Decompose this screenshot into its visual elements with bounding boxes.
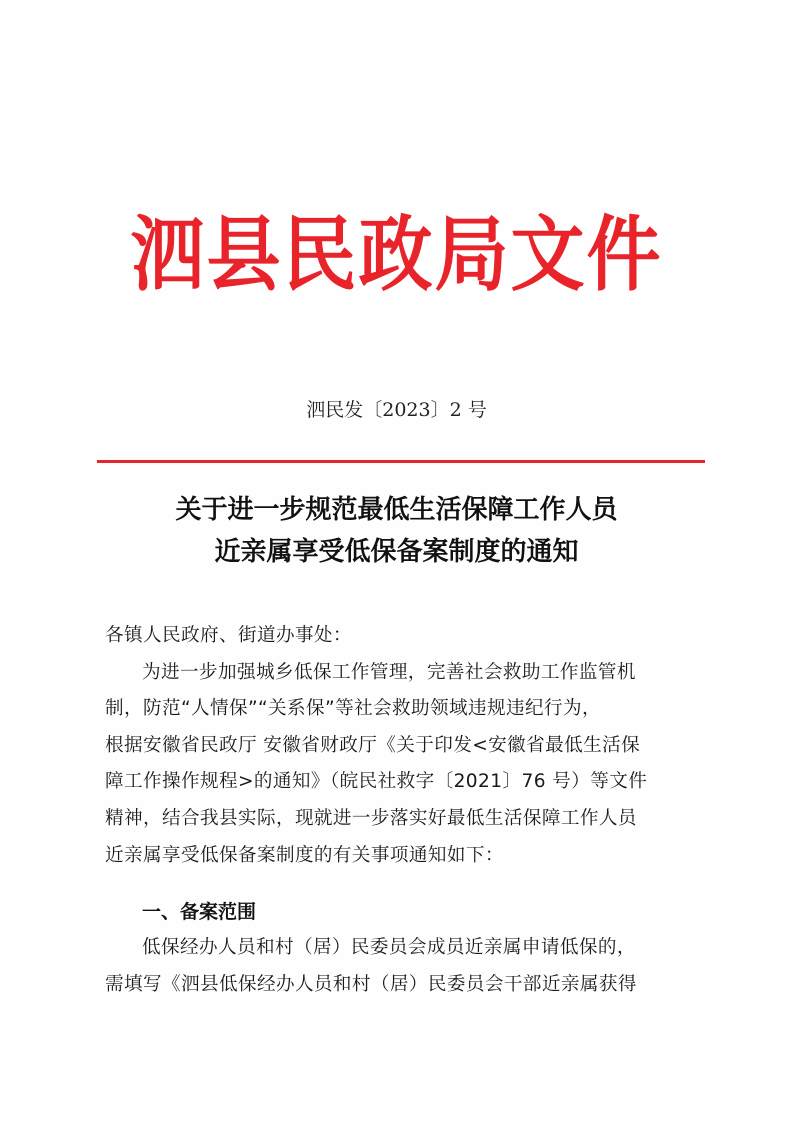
paragraph-1-line-6: 近亲属享受低保备案制度的有关事项通知如下： <box>105 845 504 866</box>
document-number: 泗民发〔2023〕2 号 <box>306 399 487 421</box>
document-header-title: 泗县民政局文件 <box>130 207 663 303</box>
salutation: 各镇人民政府、街道办事处： <box>105 625 352 646</box>
notice-title-line-1: 关于进一步规范最低生活保障工作人员 <box>175 495 618 525</box>
paragraph-1-line-5: 精神，结合我县实际，现就进一步落实好最低生活保障工作人员 <box>105 808 637 829</box>
notice-title-line-2: 近亲属享受低保备案制度的通知 <box>214 537 579 567</box>
section-1-line-2: 需填写《泗县低保经办人员和村（居）民委员会干部近亲属获得 <box>105 974 637 995</box>
section-1-line-1: 低保经办人员和村（居）民委员会成员近亲属申请低保的， <box>142 937 636 958</box>
red-divider-line <box>97 460 705 463</box>
paragraph-1-line-3: 根据安徽省民政厅 安徽省财政厅《关于印发<安徽省最低生活保 <box>105 735 641 756</box>
paragraph-1-line-4: 障工作操作规程>的通知》（皖民社救字〔2021〕76 号）等文件 <box>105 771 648 792</box>
section-1-heading: 一、备案范围 <box>142 901 257 923</box>
paragraph-1-line-1: 为进一步加强城乡低保工作管理，完善社会救助工作监管机 <box>142 662 636 683</box>
paragraph-1-line-2: 制，防范“人情保”“关系保”等社会救助领域违规违纪行为， <box>105 698 601 719</box>
